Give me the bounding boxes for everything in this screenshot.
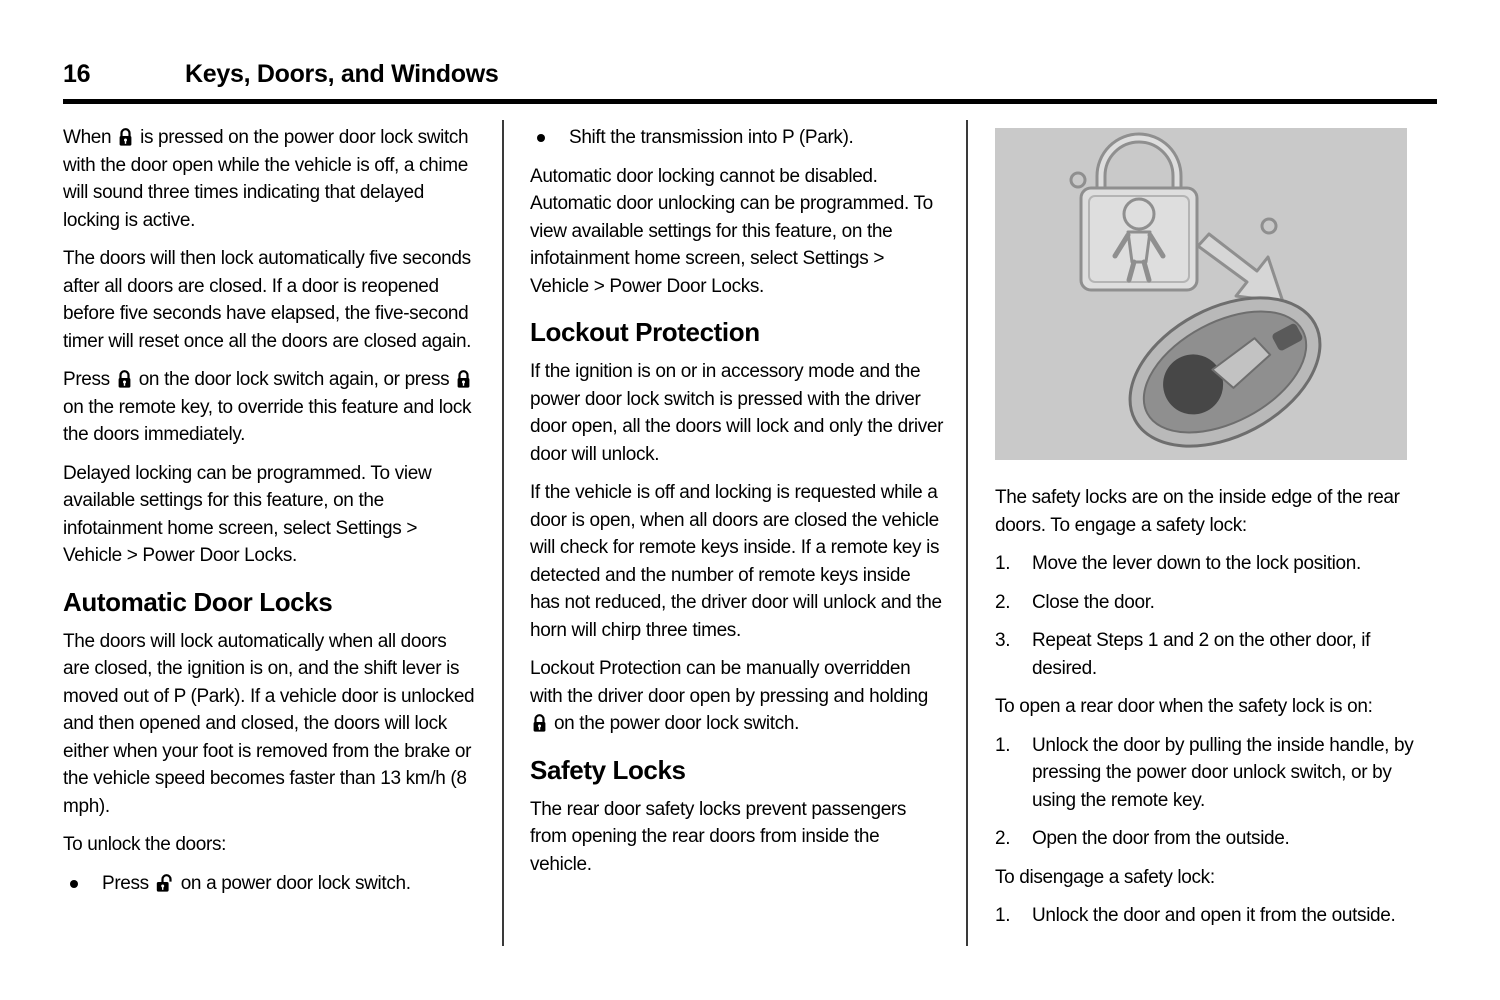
paragraph: The rear door safety locks prevent passengers from opening the rear doors from inside the vehicle. [530,798,907,875]
paragraph: To unlock the doors: [63,834,227,855]
bullet-text: Shift the transmission into P (Park). [569,127,854,148]
paragraph: Automatic door locking cannot be disabled. Automatic door unlocking can be programmed. To view available settings for this feature, on the infotainment home screen, select Settings > Vehicle > Power Door Locks. [530,165,933,297]
paragraph: The doors will lock automatically when all doors are closed, the ignition is on, and the shift lever is moved out of P (Park). If a vehicle door is unlocked and then opened and closed, the doors will lock either when your foot is removed from the brake or the vehicle speed becomes faster than 13 km/h (8 mph). [63,630,475,817]
item-number: 2. [995,591,1011,613]
item-number: 2. [995,828,1011,849]
bullet-item [63,870,477,898]
item-number: 1. [995,905,1011,926]
unlock-icon [156,874,174,893]
chapter-title: Keys, Doors, and Windows [185,60,499,88]
column-2 [530,124,944,889]
numbered-item [995,732,1439,815]
paragraph: If the ignition is on or in accessory mode and the power door lock switch is pressed with the driver door open, all the doors will lock and only the driver door will unlock. [530,361,944,465]
text-run: Press [102,872,149,894]
safety-lock-illustration [995,128,1407,460]
page-number: 16 [63,60,91,88]
section-heading-safety-locks: Safety Locks [530,754,686,785]
column-1 [63,124,477,908]
column-divider [502,120,504,946]
paragraph: If the vehicle is off and locking is requested while a door is open, when all doors are closed the vehicle will check for remote keys inside. If a remote key is detected and the number of remote keys inside has not reduced, the driver door will unlock and the horn will chirp three times. [530,482,942,641]
bullet-marker [70,880,78,888]
text-run: on the power door lock switch. [553,713,800,734]
numbered-item [995,902,1439,930]
lock-icon [532,714,547,733]
paragraph: To disengage a safety lock: [995,866,1215,888]
column-3 [995,124,1439,941]
item-text: Close the door. [1032,591,1155,613]
item-number: 1. [995,553,1011,574]
paragraph [530,655,944,738]
numbered-item [995,825,1439,853]
item-text: Move the lever down to the lock position. [1032,553,1361,574]
paragraph [63,366,477,449]
bullet-marker [537,134,545,142]
lock-icon [118,128,133,147]
item-number: 3. [995,630,1011,651]
bullet-text [102,870,477,898]
numbered-item [995,627,1439,682]
section-heading-lockout-protection: Lockout Protection [530,317,760,347]
paragraph [63,124,477,234]
item-text: Unlock the door by pulling the inside handle, by pressing the power door unlock switch, or by using the remote key. [1032,734,1414,811]
column-divider [966,120,968,946]
lock-icon [456,370,471,389]
paragraph: The safety locks are on the inside edge of the rear doors. To engage a safety lock: [995,487,1400,536]
text-run: on the remote key, to override this feature and lock the doors immediately. [63,396,472,445]
text-run: Press [63,369,110,390]
item-text: Unlock the door and open it from the outside. [1032,905,1396,926]
section-heading-automatic-door-locks: Automatic Door Locks [63,586,333,617]
paragraph: The doors will then lock automatically five seconds after all doors are closed. If a door is reopened before five seconds have elapsed, the five-second timer will reset once all the doors are closed again. [63,248,472,352]
item-number: 1. [995,734,1011,756]
item-text: Open the door from the outside. [1032,828,1290,849]
numbered-item [995,550,1439,578]
paragraph: To open a rear door when the safety lock is on: [995,696,1373,717]
text-run: Lockout Protection can be manually overridden with the driver door open by pressing and holding [530,658,928,707]
text-run: on a power door lock switch. [180,872,411,894]
bullet-item [530,124,944,152]
numbered-item [995,589,1439,617]
text-run: is pressed on the power door lock switch with the door open while the vehicle is off, a chime will sound three times indicating that delayed locking is active. [63,127,469,231]
paragraph: Delayed locking can be programmed. To view available settings for this feature, on the infotainment home screen, select Settings > Vehicle > Power Door Locks. [63,462,432,566]
text-run: When [63,127,112,148]
lock-icon [117,370,132,389]
text-run: on the door lock switch again, or press [138,369,450,390]
item-text: Repeat Steps 1 and 2 on the other door, if desired. [1032,630,1371,679]
header-rule [63,99,1437,104]
